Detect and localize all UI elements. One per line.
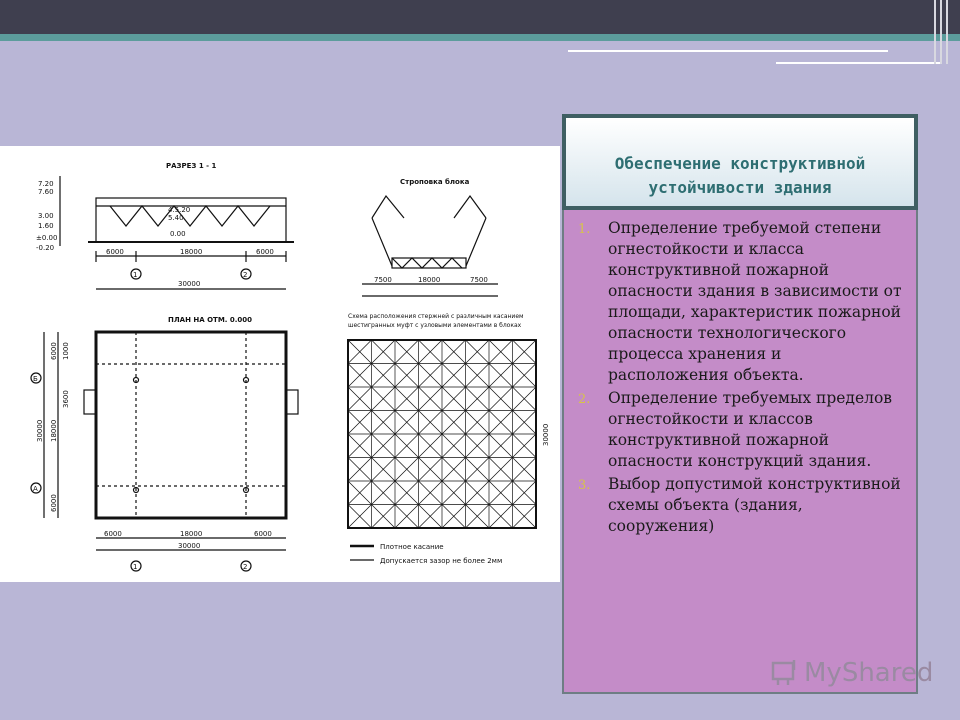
item-number: 2. xyxy=(578,392,591,407)
list-item xyxy=(578,388,904,472)
dim-label: 30000 xyxy=(178,280,201,288)
dim-label: 6000 xyxy=(254,530,272,538)
axis-label: 1 xyxy=(133,563,138,571)
decor-vline xyxy=(940,0,942,64)
section-level: 1.60 xyxy=(38,222,54,230)
item-text: Определение требуемых пределов огнестойкости и классов конструктивной пожарной опасности конструкций здания. xyxy=(608,389,893,470)
section-mark: 4.5.20 xyxy=(168,206,191,214)
dim-label: 18000 xyxy=(180,530,203,538)
requirements-list xyxy=(578,218,904,539)
item-text: Определение требуемой степени огнестойкости и класса конструктивной пожарной опасности здания в зависимости от площади, характеристик пожарной опасности технологического процесса хранения и расположения объекта. xyxy=(608,219,902,384)
accent-strip xyxy=(0,34,960,41)
dim-label: 6000 xyxy=(256,248,274,256)
decor-vline xyxy=(946,0,948,64)
decor-line xyxy=(568,50,888,52)
decor-vline xyxy=(934,0,936,64)
list-item xyxy=(578,474,904,537)
svg-text:Схема расположения стержней с xyxy=(348,313,525,329)
dim-label: 6000 xyxy=(106,248,124,256)
item-number: 3. xyxy=(578,478,591,493)
section-mark: 0.00 xyxy=(170,230,186,238)
section-level: -0.20 xyxy=(36,244,55,252)
side-dim: 6000 xyxy=(50,342,58,360)
space-frame-grid xyxy=(348,340,536,528)
decor-line xyxy=(776,62,942,64)
dim-label: 30000 xyxy=(178,542,201,550)
plan-title: ПЛАН НА ОТМ. 0.000 xyxy=(168,316,253,324)
legend-text: Плотное касание xyxy=(380,543,444,551)
item-number: 1. xyxy=(578,222,591,237)
item-text: Выбор допустимой конструктивной схемы объекта (здания, сооружения) xyxy=(608,475,901,535)
axis-label: 2 xyxy=(243,271,248,279)
dim-label: 6000 xyxy=(104,530,122,538)
dim-label: 7500 xyxy=(374,276,392,284)
side-dim: 30000 xyxy=(542,423,550,446)
top-bar xyxy=(0,0,960,34)
title-box xyxy=(562,114,918,210)
dim-label: 18000 xyxy=(418,276,441,284)
drawing-svg xyxy=(0,146,560,582)
dim-label: 18000 xyxy=(180,248,203,256)
side-dim: 30000 xyxy=(36,419,44,442)
section-level: 7.60 xyxy=(38,188,54,196)
scheme-title: Схема расположения стержней с различным касанием xyxy=(348,313,524,320)
section-title: РАЗРЕЗ 1 - 1 xyxy=(166,162,217,170)
watermark-logo-icon xyxy=(770,658,800,688)
watermark xyxy=(770,658,933,688)
scheme-title: шестигранных муфт с узловыми элементами в блоках xyxy=(348,322,522,329)
side-dim: 3600 xyxy=(62,390,70,408)
side-dim: 1000 xyxy=(62,342,70,360)
technical-drawing xyxy=(0,146,560,582)
list-item xyxy=(578,218,904,386)
sling-title: Строповка блока xyxy=(400,178,470,186)
section-level: 7.20 xyxy=(38,180,54,188)
row-axis-label: Б xyxy=(33,375,38,383)
axis-label: 1 xyxy=(133,271,138,279)
slide-title: Обеспечение конструктивной устойчивости здания xyxy=(614,154,866,197)
side-dim: 6000 xyxy=(50,494,58,512)
watermark-text: MyShared xyxy=(804,658,934,688)
axis-label: 2 xyxy=(243,563,248,571)
dim-label: 7500 xyxy=(470,276,488,284)
side-dim: 18000 xyxy=(50,419,58,442)
section-level: 3.00 xyxy=(38,212,54,220)
section-level: ±0.00 xyxy=(36,234,58,242)
section-mark: 5.40 xyxy=(168,214,184,222)
row-axis-label: А xyxy=(33,485,38,493)
legend-text: Допускается зазор не более 2мм xyxy=(380,557,503,565)
